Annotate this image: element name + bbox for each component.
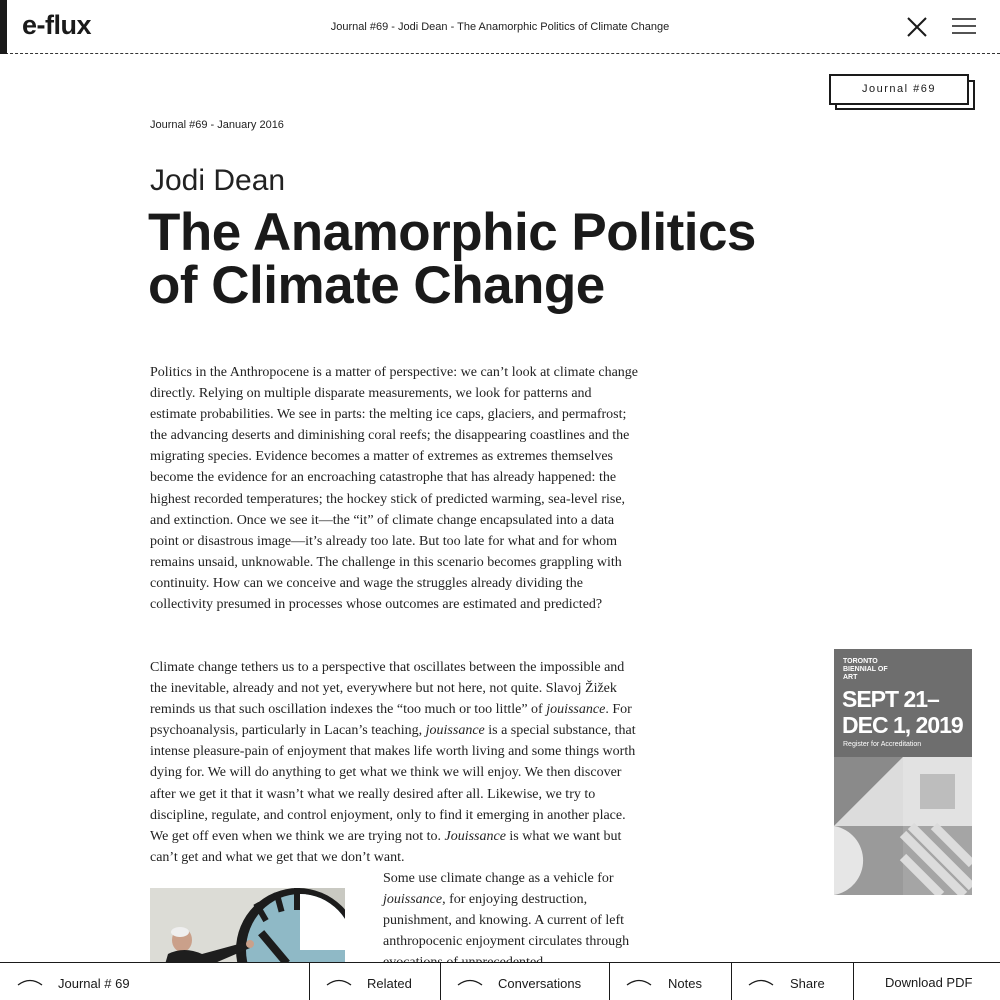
doomsday-clock-photo xyxy=(150,888,345,968)
ad-header-panel xyxy=(834,649,972,757)
notes-tab[interactable] xyxy=(610,963,731,1000)
arc-up-icon xyxy=(326,978,352,986)
paragraph-text: is what we want but can’t get and what we get that we don’t want. xyxy=(150,828,622,865)
article-paragraph-1: Politics in the Anthropocene is a matter of perspective: we can’t look at climate change directly. Relying on multiple disparate measurements, we look for patterns and estimate probabilities. We see in parts: the melting ice caps, glaciers, and permafrost; the advancing deserts and diminishing coral reefs; the disappearing coastlines and the migrating species. Evidence becomes a matter of extremes as extremes themselves become the evidence for an encroaching catastrophe that has already happened: the highest recorded temperatures; the hockey stick of predicted warming, sea-level rise, and extinction. Once we see it—the “it” of climate change encapsulated into a data point or disastrous image—it’s already too late. But too late for what and for whom remains unsaid, unknowable. The challenge in this scenario becomes grappling with continuity. How can we conceive and wage the struggles already dividing the collectivity presumed in processes whose outcomes are estimated and predicted? xyxy=(150,365,639,613)
close-button[interactable] xyxy=(905,15,929,39)
paragraph-text: is a special substance, that intense pleasure-pain of enjoyment that makes life worth living and some things worth dying for. We will do anything to get what we think we will enjoy. We then discover after we get it that it wasn’t what we really desired after all. Likewise, we try to discipline, regulate, and control enjoyment, only to find it emerging in another place. We get off even when we think we are trying not to. xyxy=(150,723,636,844)
site-header xyxy=(0,0,1000,54)
conversations-tab[interactable] xyxy=(441,963,609,1000)
ad-dates-line-2: DEC 1, 2019 xyxy=(842,712,963,738)
notes-label: Notes xyxy=(668,976,702,991)
journal-issue-label: Journal # 69 xyxy=(58,976,130,991)
arc-up-icon xyxy=(17,978,43,986)
ad-dates-line-1: SEPT 21– xyxy=(842,686,939,712)
download-pdf-button[interactable] xyxy=(854,963,1000,1000)
journal-issue-tab[interactable] xyxy=(0,963,309,1000)
ad-registration-cta: Register for Accreditation xyxy=(843,741,922,748)
issue-date[interactable]: Journal #69 - January 2016 xyxy=(150,119,284,131)
emphasis-jouissance: jouissance xyxy=(546,702,606,718)
journal-issue-button[interactable]: Journal #69 xyxy=(829,74,969,105)
emphasis-jouissance: jouissance xyxy=(425,723,485,739)
share-label: Share xyxy=(790,976,825,991)
emphasis-jouissance: jouissance xyxy=(383,892,443,908)
article-figure-image[interactable] xyxy=(150,888,345,968)
header-article-title: Journal #69 - Jodi Dean - The Anamorphic Politics of Climate Change xyxy=(330,21,670,33)
download-pdf-label: Download PDF xyxy=(885,975,973,990)
paragraph-text: Some use climate change as a vehicle for xyxy=(383,871,614,886)
paragraph-text: Climate change tethers us to a perspective that oscillates between the impossible and the inevitable, already and not yet, everywhere but not here, not quite. Slavoj Žižek reminds us that such oscillation indexes the “too much or too little” of xyxy=(150,660,625,718)
paragraph-text: , for enjoying destruction, punishment, and knowing. A current of left anthropocenic enjoyment circulates through xyxy=(383,892,630,950)
article-paragraph-2 xyxy=(150,657,640,868)
arc-up-icon xyxy=(457,978,483,986)
ad-dates xyxy=(842,686,963,738)
menu-button[interactable] xyxy=(952,17,976,37)
hamburger-menu-icon xyxy=(952,17,976,37)
share-tab[interactable] xyxy=(732,963,853,1000)
paragraph-text: . For psychoanalysis, particularly in Lacan’s teaching, xyxy=(150,702,632,739)
emphasis-jouissance: Jouissance xyxy=(444,828,506,844)
close-icon xyxy=(905,15,929,39)
ad-organization: TORONTO BIENNIAL OF ART xyxy=(843,658,888,681)
article-author[interactable]: Jodi Dean xyxy=(150,164,286,197)
related-tab[interactable] xyxy=(310,963,440,1000)
ad-geometric-pattern xyxy=(834,757,972,895)
conversations-label: Conversations xyxy=(498,976,582,991)
related-label: Related xyxy=(367,976,412,991)
toronto-biennial-ad[interactable] xyxy=(834,649,972,895)
article-paragraph-3 xyxy=(383,868,643,973)
arc-up-icon xyxy=(748,978,774,986)
bottom-toolbar xyxy=(0,962,1000,1000)
arc-up-icon xyxy=(626,978,652,986)
article-title: The Anamorphic Politics of Climate Change xyxy=(148,203,756,315)
site-logo[interactable]: e-flux xyxy=(22,10,92,40)
